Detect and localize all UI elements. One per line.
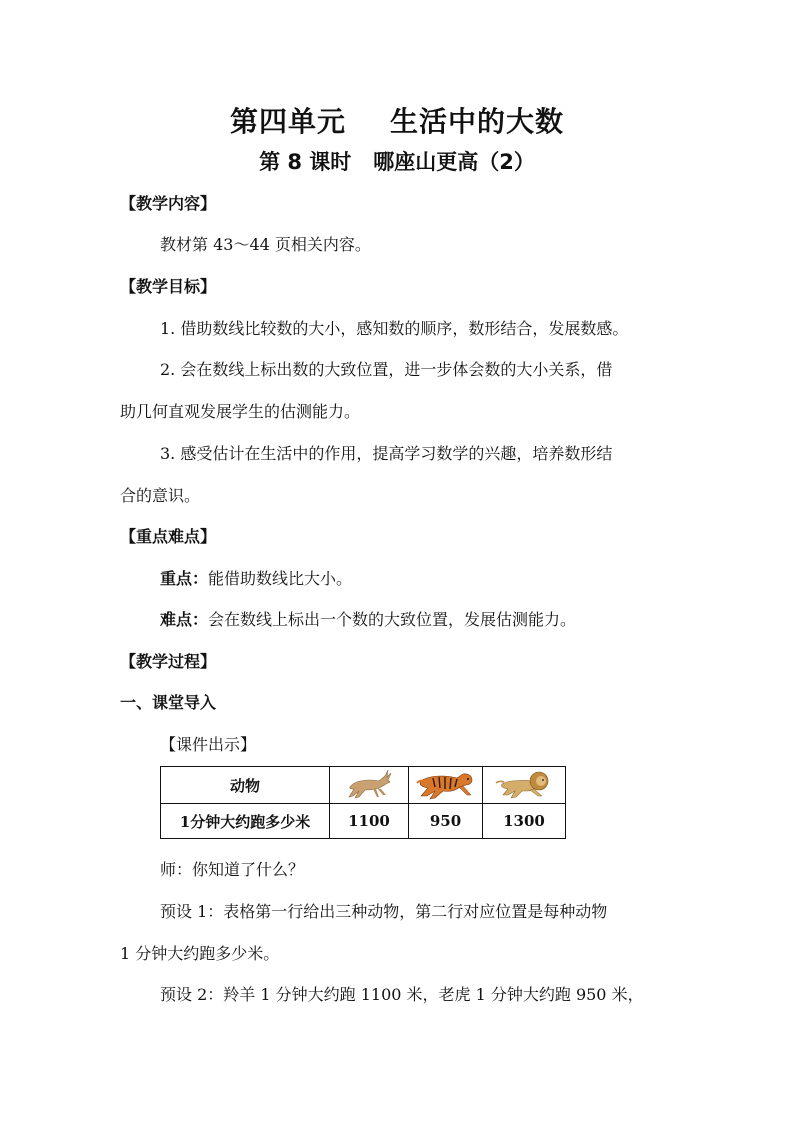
key-points-heading: 【重点难点】 [120,527,217,546]
goal-1: 1. 借助数线比较数的大小，感知数的顺序，数形结合，发展数感。 [160,319,629,338]
table-cell-antelope-value: 1100 [330,804,409,839]
process-heading: 【教学过程】 [120,652,217,671]
teacher-question: 师：你知道了什么？ [160,860,305,879]
table-row [161,804,566,839]
animal-speed-table [160,766,566,839]
lesson-number: 第 8 课时 [259,150,352,174]
page-title [0,100,794,140]
part-1-heading: 一、课堂导入 [120,693,217,712]
goal-3-line-2: 合的意识。 [120,486,201,505]
lion-icon [492,768,556,802]
goal-2-line-1: 2. 会在数线上标出数的大致位置，进一步体会数的大小关系，借 [160,360,613,379]
key-point-text: 能借助数线比大小。 [208,569,353,588]
key-point-label: 重点： [160,569,209,588]
content-text: 教材第 43～44 页相关内容。 [160,235,371,254]
unit-name: 生活中的大数 [390,105,565,138]
unit-label: 第四单元 [229,105,346,138]
table-cell-tiger-value: 950 [409,804,483,839]
difficult-point-label: 难点： [160,610,209,629]
table-cell-antelope [330,767,409,804]
courseware-label: 【课件出示】 [160,735,257,754]
table-row [161,767,566,804]
difficult-point-text: 会在数线上标出一个数的大致位置，发展估测能力。 [208,610,577,629]
goal-3-line-1: 3. 感受估计在生活中的作用，提高学习数学的兴趣，培养数形结 [160,444,613,463]
table-cell-tiger [409,767,483,804]
goal-2-line-2: 助几何直观发展学生的估测能力。 [120,402,361,421]
content-heading: 【教学内容】 [120,194,217,213]
table-cell-lion [483,767,566,804]
key-point [160,566,352,589]
antelope-icon [341,768,397,802]
preset-1-line-2: 1 分钟大约跑多少米。 [120,944,280,963]
tiger-icon [415,767,477,803]
table-header-animal: 动物 [161,767,330,804]
lesson-topic: 哪座山更高（2） [373,150,535,174]
preset-1-line-1: 预设 1：表格第一行给出三种动物，第二行对应位置是每种动物 [160,902,608,921]
table-cell-lion-value: 1300 [483,804,566,839]
preset-2-line-1: 预设 2：羚羊 1 分钟大约跑 1100 米，老虎 1 分钟大约跑 950 米， [160,985,644,1004]
difficult-point [160,607,576,630]
lesson-subtitle [0,146,794,176]
goals-heading: 【教学目标】 [120,277,217,296]
table-header-distance: 1分钟大约跑多少米 [161,804,330,839]
